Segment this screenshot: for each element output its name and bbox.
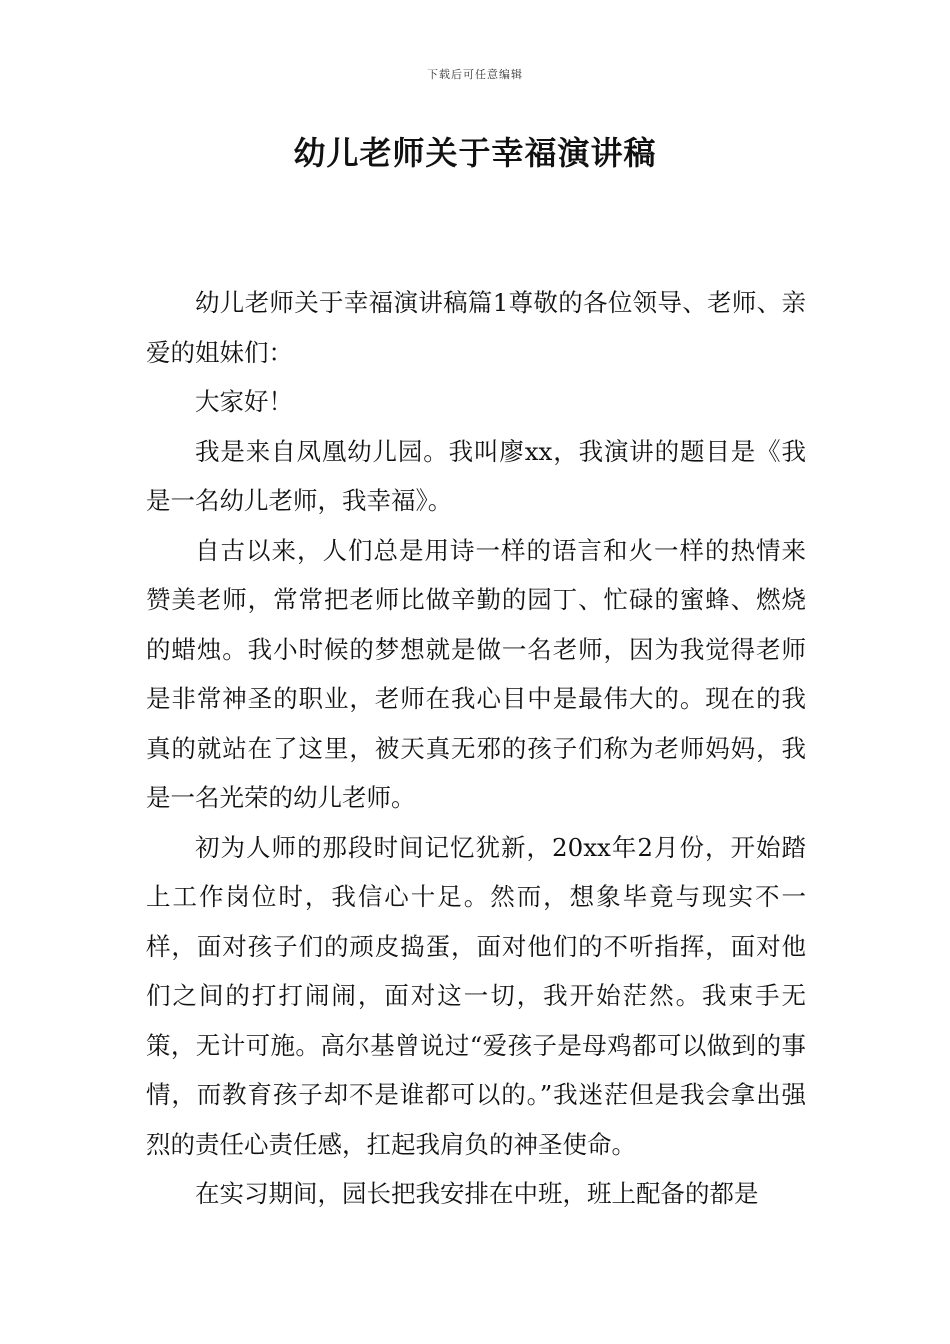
header-note: 下载后可任意编辑 [427, 68, 523, 81]
document-body [146, 278, 806, 1219]
paragraph: 在实习期间，园长把我安排在中班，班上配备的都是 [195, 1179, 759, 1208]
paragraph: 我是来自凤凰幼儿园。我叫廖xx，我演讲的题目是《我是一名幼儿老师，我幸福》。 [146, 436, 806, 515]
paragraph: 大家好！ [195, 387, 293, 416]
paragraph: 自古以来，人们总是用诗一样的语言和火一样的热情来赞美老师，常常把老师比做辛勤的园丁、忙碌的蜜蜂、燃烧的蜡烛。我小时候的梦想就是做一名老师，因为我觉得老师是非常神圣的职业，老师在我心目中是最伟大的。现在的我真的就站在了这里，被天真无邪的孩子们称为老师妈妈，我是一名光荣的幼儿老师。 [146, 535, 806, 812]
paragraph: 初为人师的那段时间记忆犹新，20xx年2月份，开始踏上工作岗位时，我信心十足。然而，想象毕竟与现实不一样，面对孩子们的顽皮捣蛋，面对他们的不听指挥，面对他们之间的打打闹闹，面对这一切，我开始茫然。我束手无策，无计可施。高尔基曾说过“爱孩子是母鸡都可以做到的事情，而教育孩子却不是谁都可以的。”我迷茫但是我会拿出强烈的责任心责任感，扛起我肩负的神圣使命。 [146, 832, 806, 1159]
paragraph: 幼儿老师关于幸福演讲稿篇1尊敬的各位领导、老师、亲爱的姐妹们： [146, 288, 806, 367]
document-title: 幼儿老师关于幸福演讲稿 [293, 134, 657, 172]
